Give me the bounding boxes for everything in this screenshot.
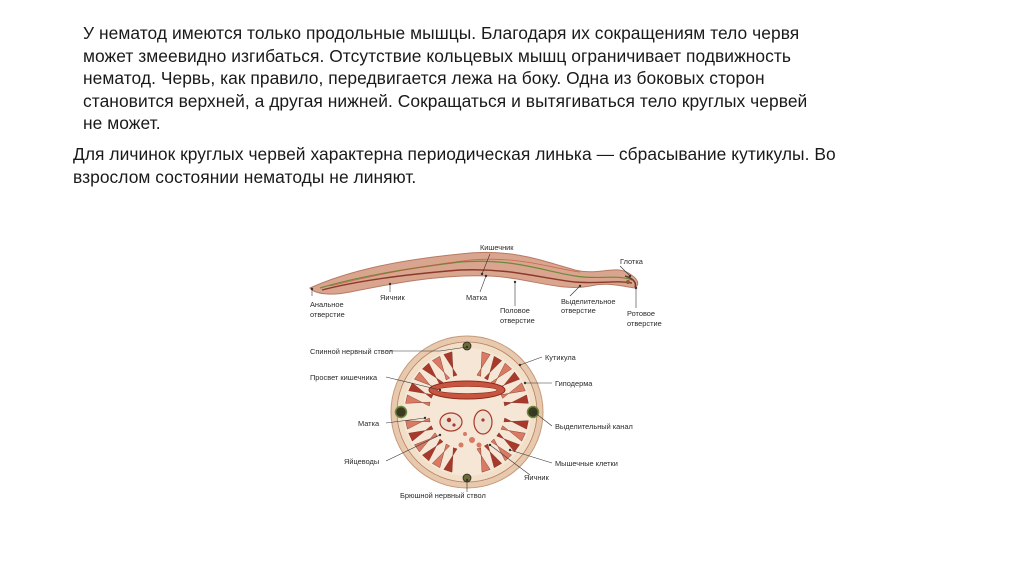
label-genital-2: отверстие: [500, 316, 535, 325]
label-excretory-1: Выделительное: [561, 297, 616, 306]
label-ventral-nerve: Брюшной нервный ствол: [400, 491, 486, 500]
label-hypodermis: Гиподерма: [555, 379, 593, 388]
label-ovary-cross: Яичник: [524, 473, 549, 482]
text-line: становится верхней, а другая нижней. Сокращаться и вытягиваться тело круглых червей: [83, 90, 808, 111]
text-line: У нематод имеются только продольные мышцы. Благодаря их сокращениям тело червя: [83, 23, 800, 43]
label-muscle-cells: Мышечные клетки: [555, 459, 618, 468]
label-excretory-2: отверстие: [561, 306, 596, 315]
label-uterus: Матка: [466, 293, 488, 302]
label-dorsal-nerve: Спинной нервный ствол: [310, 347, 393, 356]
label-pharynx: Глотка: [620, 257, 643, 266]
label-anal-1: Анальное: [310, 300, 344, 309]
text-line: может змеевидно изгибаться. Отсутствие кольцевых мышц ограничивает подвижность: [83, 45, 792, 66]
text-line: Для личинок круглых червей характерна периодическая линька — сбрасывание кутикулы. Во: [73, 144, 836, 164]
nematode-anatomy-figure: [290, 230, 690, 510]
text-line: взрослом состоянии нематоды не линяют.: [73, 166, 417, 187]
nematode-anatomy-svg: [290, 230, 690, 510]
cross-section: [391, 336, 543, 488]
label-cuticle: Кутикула: [545, 353, 576, 362]
label-anal-2: отверстие: [310, 310, 345, 319]
label-uterus-cross: Матка: [358, 419, 380, 428]
label-oviducts: Яйцеводы: [344, 457, 380, 466]
text-line: нематод. Червь, как правило, передвигается лежа на боку. Одна из боковых сторон: [83, 68, 765, 89]
worm-longitudinal: [310, 252, 638, 294]
label-mouth-2: отверстие: [627, 319, 662, 328]
paragraph-muscles: [83, 22, 903, 135]
text-line: не может.: [83, 113, 161, 134]
label-intestine-lumen: Просвет кишечника: [310, 373, 378, 382]
label-ovary: Яичник: [380, 293, 405, 302]
label-excretory-canal: Выделительный канал: [555, 422, 633, 431]
paragraph-molting: [73, 143, 953, 188]
label-mouth-1: Ротовое: [627, 309, 656, 318]
label-intestine: Кишечник: [480, 243, 514, 252]
label-genital-1: Половое: [500, 306, 530, 315]
